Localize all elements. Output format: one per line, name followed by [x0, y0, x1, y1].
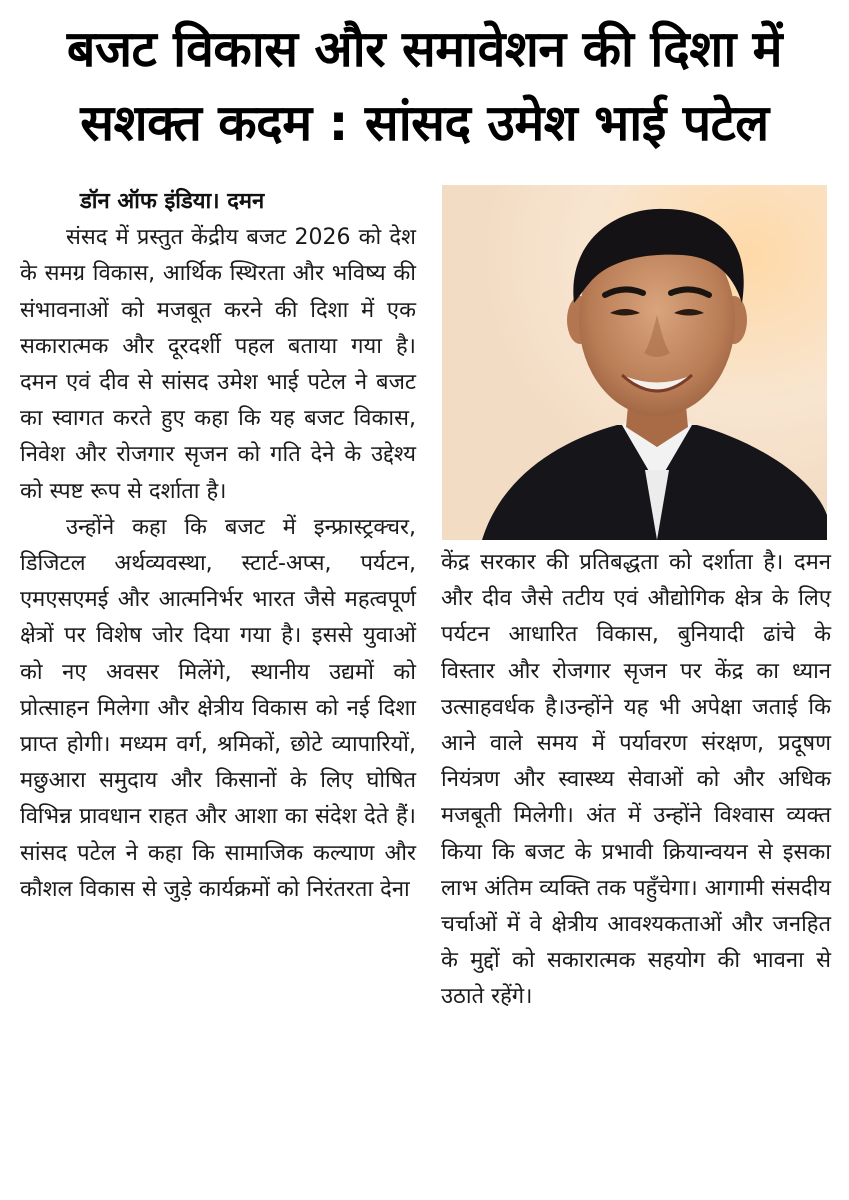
headline: [10, 12, 839, 160]
headline-line-2: सशक्त कदम : सांसद उमेश भाई पटेल: [80, 94, 769, 152]
article-column-left: [20, 184, 416, 908]
headline-line-1: बजट विकास और समावेशन की दिशा में: [66, 20, 783, 78]
article-column-right: [441, 545, 831, 1016]
article-paragraph-2: उन्होंने कहा कि बजट में इन्फ्रास्ट्रक्चर, डिजिटल अर्थव्यवस्था, स्टार्ट-अप्स, पर्यटन, एमएसएमई और आत्मनिर्भर भारत जैसे महत्वपूर्ण क्षेत्रों पर विशेष जोर दिया गया है। इससे युवाओं को नए अवसर मिलेंगे, स्थानीय उद्यमों को प्रोत्साहन मिलेगा और क्षेत्रीय विकास को नई दिशा प्राप्त होगी। मध्यम वर्ग, श्रमिकों, छोटे व्यापारियों, मछुआरा समुदाय और किसानों के लिए घोषित विभिन्न प्रावधान राहत और आशा का संदेश देते हैं। सांसद पटेल ने कहा कि सामाजिक कल्याण और कौशल विकास से जुड़े कार्यक्रमों को निरंतरता देना: [20, 514, 416, 902]
dateline: डॉन ऑफ इंडिया। दमन: [80, 189, 265, 214]
portrait-illustration: [442, 185, 827, 540]
article-paragraph-1: संसद में प्रस्तुत केंद्रीय बजट 2026 को देश के समग्र विकास, आर्थिक स्थिरता और भविष्य की संभावनाओं को मजबूत करने की दिशा में एक सकारात्मक और दूरदर्शी पहल बताया गया है। दमन एवं दीव से सांसद उमेश भाई पटेल ने बजट का स्वागत करते हुए कहा कि यह बजट विकास, निवेश और रोजगार सृजन को गति देने के उद्देश्य को स्पष्ट रूप से दर्शाता है।: [20, 225, 416, 504]
article-paragraph-3: केंद्र सरकार की प्रतिबद्धता को दर्शाता है। दमन और दीव जैसे तटीय एवं औद्योगिक क्षेत्र के लिए पर्यटन आधारित विकास, बुनियादी ढांचे के विस्तार और रोजगार सृजन पर केंद्र का ध्यान उत्साहवर्धक है।उन्होंने यह भी अपेक्षा जताई कि आने वाले समय में पर्यावरण संरक्षण, प्रदूषण नियंत्रण और स्वास्थ्य सेवाओं को और अधिक मजबूती मिलेगी। अंत में उन्होंने विश्वास व्यक्त किया कि बजट के प्रभावी क्रियान्वयन से इसका लाभ अंतिम व्यक्ति तक पहुँचेगा। आगामी संसदीय चर्चाओं में वे क्षेत्रीय आवश्यकताओं और जनहित के मुद्दों को सकारात्मक सहयोग की भावना से उठाते रहेंगे।: [441, 550, 831, 1010]
photo-umesh-bhai-patel: [442, 185, 827, 540]
